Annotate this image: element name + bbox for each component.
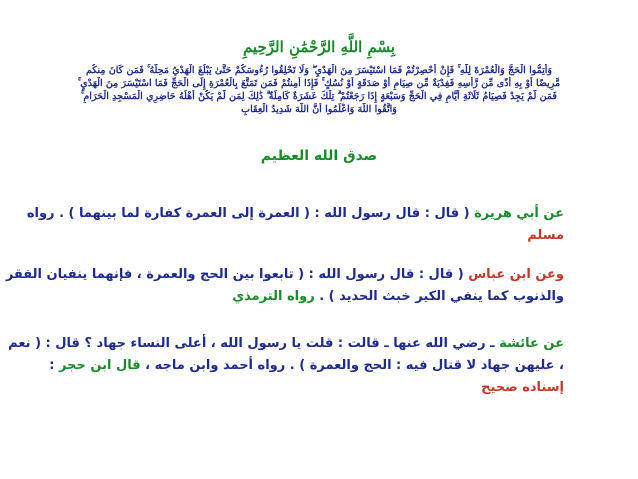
basmala: بِسْمِ اللَّهِ الرَّحْمَٰنِ الرَّحِيمِ <box>242 38 396 56</box>
hadith-line <box>86 286 564 308</box>
hadith-aisha <box>8 333 564 399</box>
hadith-text: ( قال : قال رسول الله : ( تابعوا بين الحج والعمرة ، فإنهما ينفيان الفقر <box>5 267 469 282</box>
hadith-source: مسلم <box>527 228 564 243</box>
hadith-text: ( قال : قال رسول الله : ( العمرة إلى العمرة كفارة لما بينهما ) . رواه <box>26 206 475 221</box>
hadith-line <box>8 333 564 355</box>
hadith-source: رواه الترمذي <box>232 289 315 304</box>
quran-verse <box>52 64 586 116</box>
hadith-narrator: عن أبي هريرة <box>474 206 564 221</box>
verse-line: مَّرِيضًا أَوْ بِهِ أَذًى مِّن رَّأْسِهِ فَفِدْيَةٌ مِّن صِيَامٍ أَوْ صَدَقَةٍ أَوْ نُسُكٍ ۚ فَإِذَا أَمِنتُمْ فَمَن تَمَتَّعَ بِالْعُمْرَةِ إِلَى الْحَجِّ فَمَا اسْتَيْسَرَ مِنَ الْهَدْيِ ۚ <box>77 78 561 89</box>
hadith-narrator: عن عائشة <box>499 336 564 351</box>
hadith-grading: إسناده صحيح <box>481 380 564 395</box>
verse-closing: صدق الله العظيم <box>260 148 378 164</box>
verse-line: وَأَتِمُّوا الْحَجَّ وَالْعُمْرَةَ لِلَّهِ ۚ فَإِنْ أُحْصِرْتُمْ فَمَا اسْتَيْسَرَ مِنَ الْهَدْيِ ۖ وَلَا تَحْلِقُوا رُءُوسَكُمْ حَتَّىٰ يَبْلُغَ الْهَدْيُ مَحِلَّهُ ۚ فَمَن كَانَ مِنكُم <box>85 65 553 76</box>
hadith-narrator: وعن ابن عباس <box>468 267 564 282</box>
hadith-abu-hurayra <box>26 203 564 247</box>
hadith-source: قال ابن حجر <box>59 358 141 373</box>
hadith-line <box>26 203 564 225</box>
hadith-line <box>49 355 564 377</box>
hadith-text: ـ رضي الله عنها ـ قالت : قلت يا رسول الله ، أعلى النساء جهاد ؟ قال : ( نعم <box>8 336 500 351</box>
hadith-ibn-abbas <box>5 264 564 308</box>
verse-line: وَاتَّقُوا اللَّهَ وَاعْلَمُوا أَنَّ اللَّهَ شَدِيدُ الْعِقَابِ <box>241 104 397 115</box>
verse-line: فَمَن لَّمْ يَجِدْ فَصِيَامُ ثَلَاثَةِ أَيَّامٍ فِي الْحَجِّ وَسَبْعَةٍ إِذَا رَجَعْتُمْ ۗ تِلْكَ عَشَرَةٌ كَامِلَةٌ ۗ ذَٰلِكَ لِمَن لَّمْ يَكُنْ أَهْلُهُ حَاضِرِي الْمَسْجِدِ الْحَرَامِ ۚ <box>81 91 557 102</box>
hadith-text: : <box>49 358 60 373</box>
hadith-line <box>5 264 564 286</box>
hadith-text: والذنوب كما ينفي الكير خبث الحديد ) . <box>314 289 564 304</box>
hadith-text: ، عليهن جهاد لا قتال فيه : الحج والعمرة ) . رواه أحمد وابن ماجه ، <box>140 358 564 373</box>
